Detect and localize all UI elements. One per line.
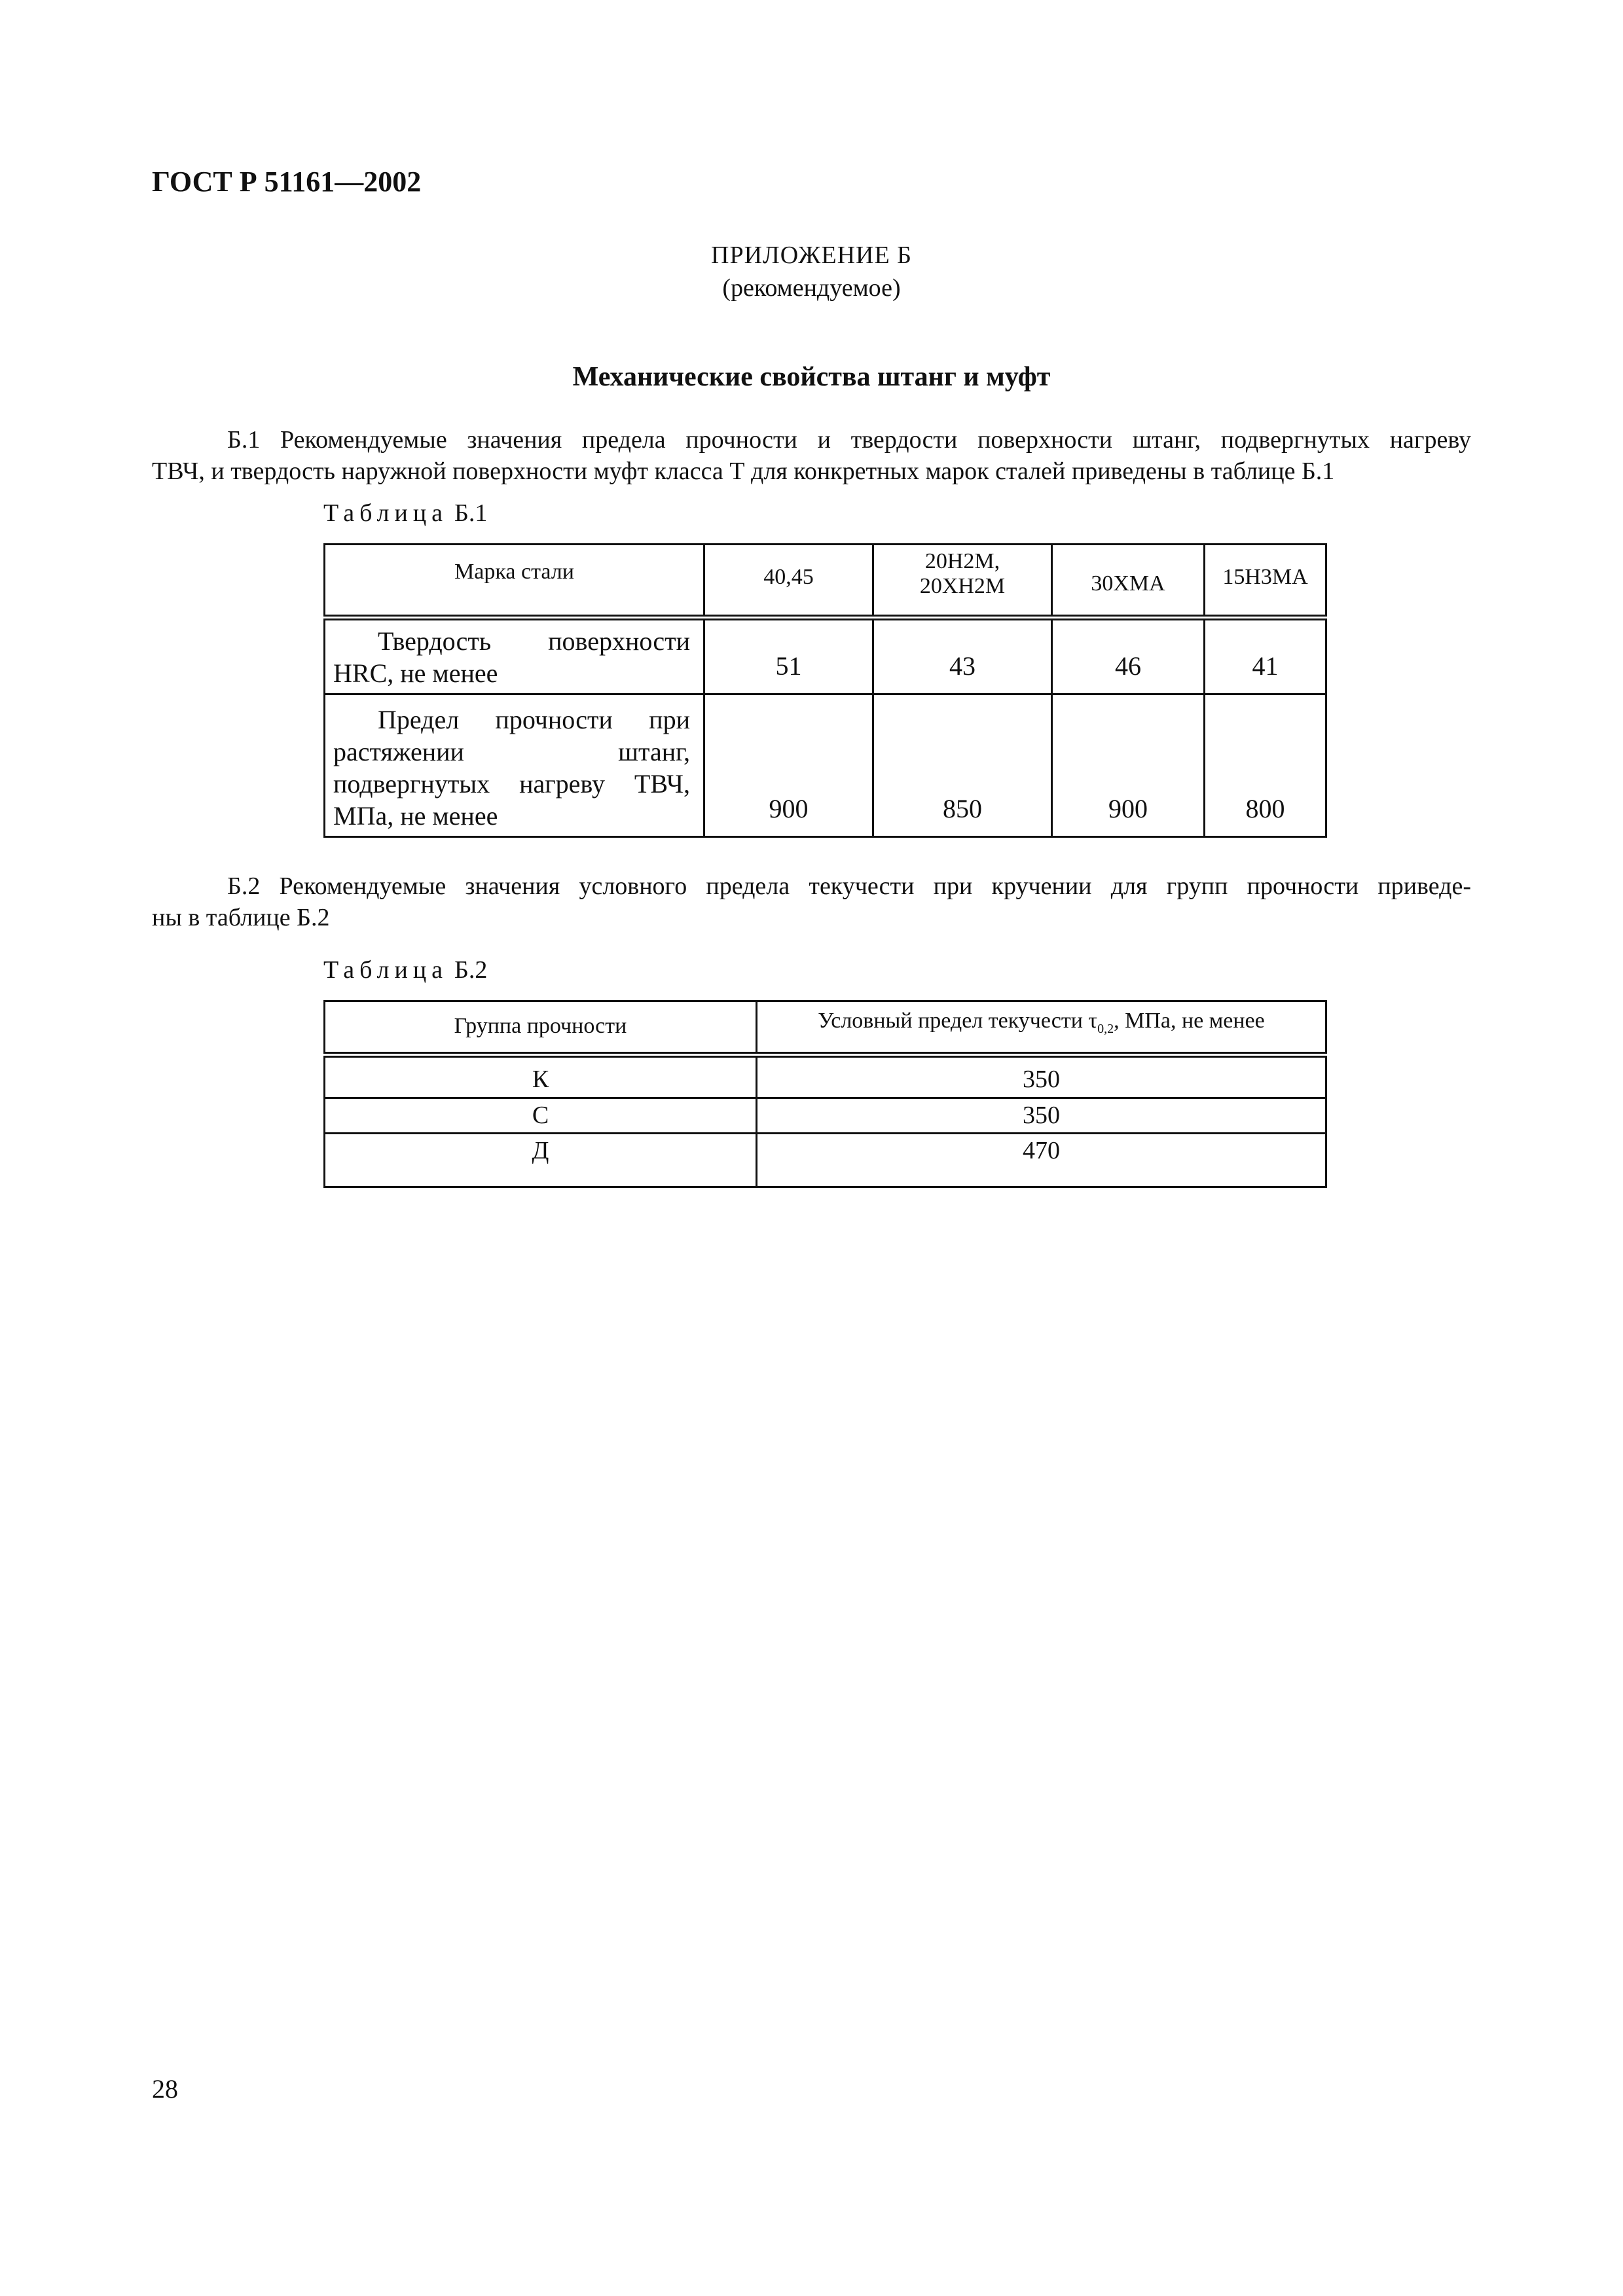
- paragraph-b2-line2: ны в таблице Б.2: [152, 904, 330, 931]
- table-b2-caption-number: Б.2: [454, 956, 488, 984]
- paragraph-b2: [152, 870, 1471, 933]
- table-cell: 470: [757, 1134, 1326, 1187]
- table-cell: 900: [1052, 694, 1205, 837]
- table-cell: 43: [873, 618, 1052, 694]
- table-b2-caption: [323, 956, 487, 984]
- appendix-subtitle: (рекомендуемое): [722, 274, 901, 302]
- table-b1-row2-label: Предел прочности при растяжении штанг, подвергнутых нагреву ТВЧ, МПа, не менее: [325, 694, 704, 837]
- document-code: ГОСТ Р 51161—2002: [152, 166, 422, 198]
- table-row: [325, 1055, 1326, 1098]
- table-cell: 800: [1205, 694, 1326, 837]
- table-b1-row1-label: Твердость поверхности HRC, не менее: [325, 618, 704, 694]
- table-b1: [323, 543, 1327, 838]
- table-b1-header-col1: 40,45: [704, 545, 873, 618]
- table-row: [325, 694, 1326, 837]
- table-b2: [323, 1000, 1327, 1188]
- table-cell: К: [325, 1055, 757, 1098]
- table-b1-header-col3: 30ХМА: [1052, 545, 1205, 618]
- section-title: Механические свойства штанг и муфт: [572, 362, 1051, 392]
- table-cell: 51: [704, 618, 873, 694]
- paragraph-b2-line1: Б.2 Рекомендуемые значения условного предела текучести при кручении для групп прочности приведе-: [227, 872, 1471, 900]
- table-b1-caption-word: Таблица: [323, 499, 448, 527]
- table-b1-header-col2-line1: 20Н2М,: [924, 549, 1000, 573]
- table-b1-header-col4: 15Н3МА: [1205, 545, 1326, 618]
- table-cell: 46: [1052, 618, 1205, 694]
- table-b1-header-steel-grade: Марка стали: [325, 545, 704, 618]
- paragraph-b1-line2: ТВЧ, и твердость наружной поверхности муфт класса Т для конкретных марок сталей приведены в таблице Б.1: [152, 457, 1335, 485]
- table-b1-caption-number: Б.1: [454, 499, 488, 527]
- appendix-title: ПРИЛОЖЕНИЕ Б: [711, 242, 912, 269]
- paragraph-b1-line1: Б.1 Рекомендуемые значения предела прочности и твердости поверхности штанг, подвергнутых нагреву: [227, 426, 1471, 454]
- table-cell: Д: [325, 1134, 757, 1187]
- table-b2-header-limit: Условный предел текучести $\tau_{0,2}$, МПа, не менее: [757, 1001, 1326, 1055]
- paragraph-b1: [152, 424, 1471, 487]
- table-row: [325, 1098, 1326, 1134]
- table-b2-caption-word: Таблица: [323, 956, 448, 984]
- table-b1-header-col2: [873, 545, 1052, 618]
- table-cell: 900: [704, 694, 873, 837]
- table-b1-header-col2-line2: 20ХН2М: [919, 574, 1006, 598]
- table-cell: 41: [1205, 618, 1326, 694]
- table-cell: 850: [873, 694, 1052, 837]
- table-cell: 350: [757, 1098, 1326, 1134]
- table-row: [325, 1134, 1326, 1187]
- table-b1-caption: [323, 499, 487, 528]
- page-number: 28: [152, 2074, 178, 2104]
- table-row: [325, 618, 1326, 694]
- table-b2-header-group: Группа прочности: [325, 1001, 757, 1055]
- table-cell: С: [325, 1098, 757, 1134]
- table-cell: 350: [757, 1055, 1326, 1098]
